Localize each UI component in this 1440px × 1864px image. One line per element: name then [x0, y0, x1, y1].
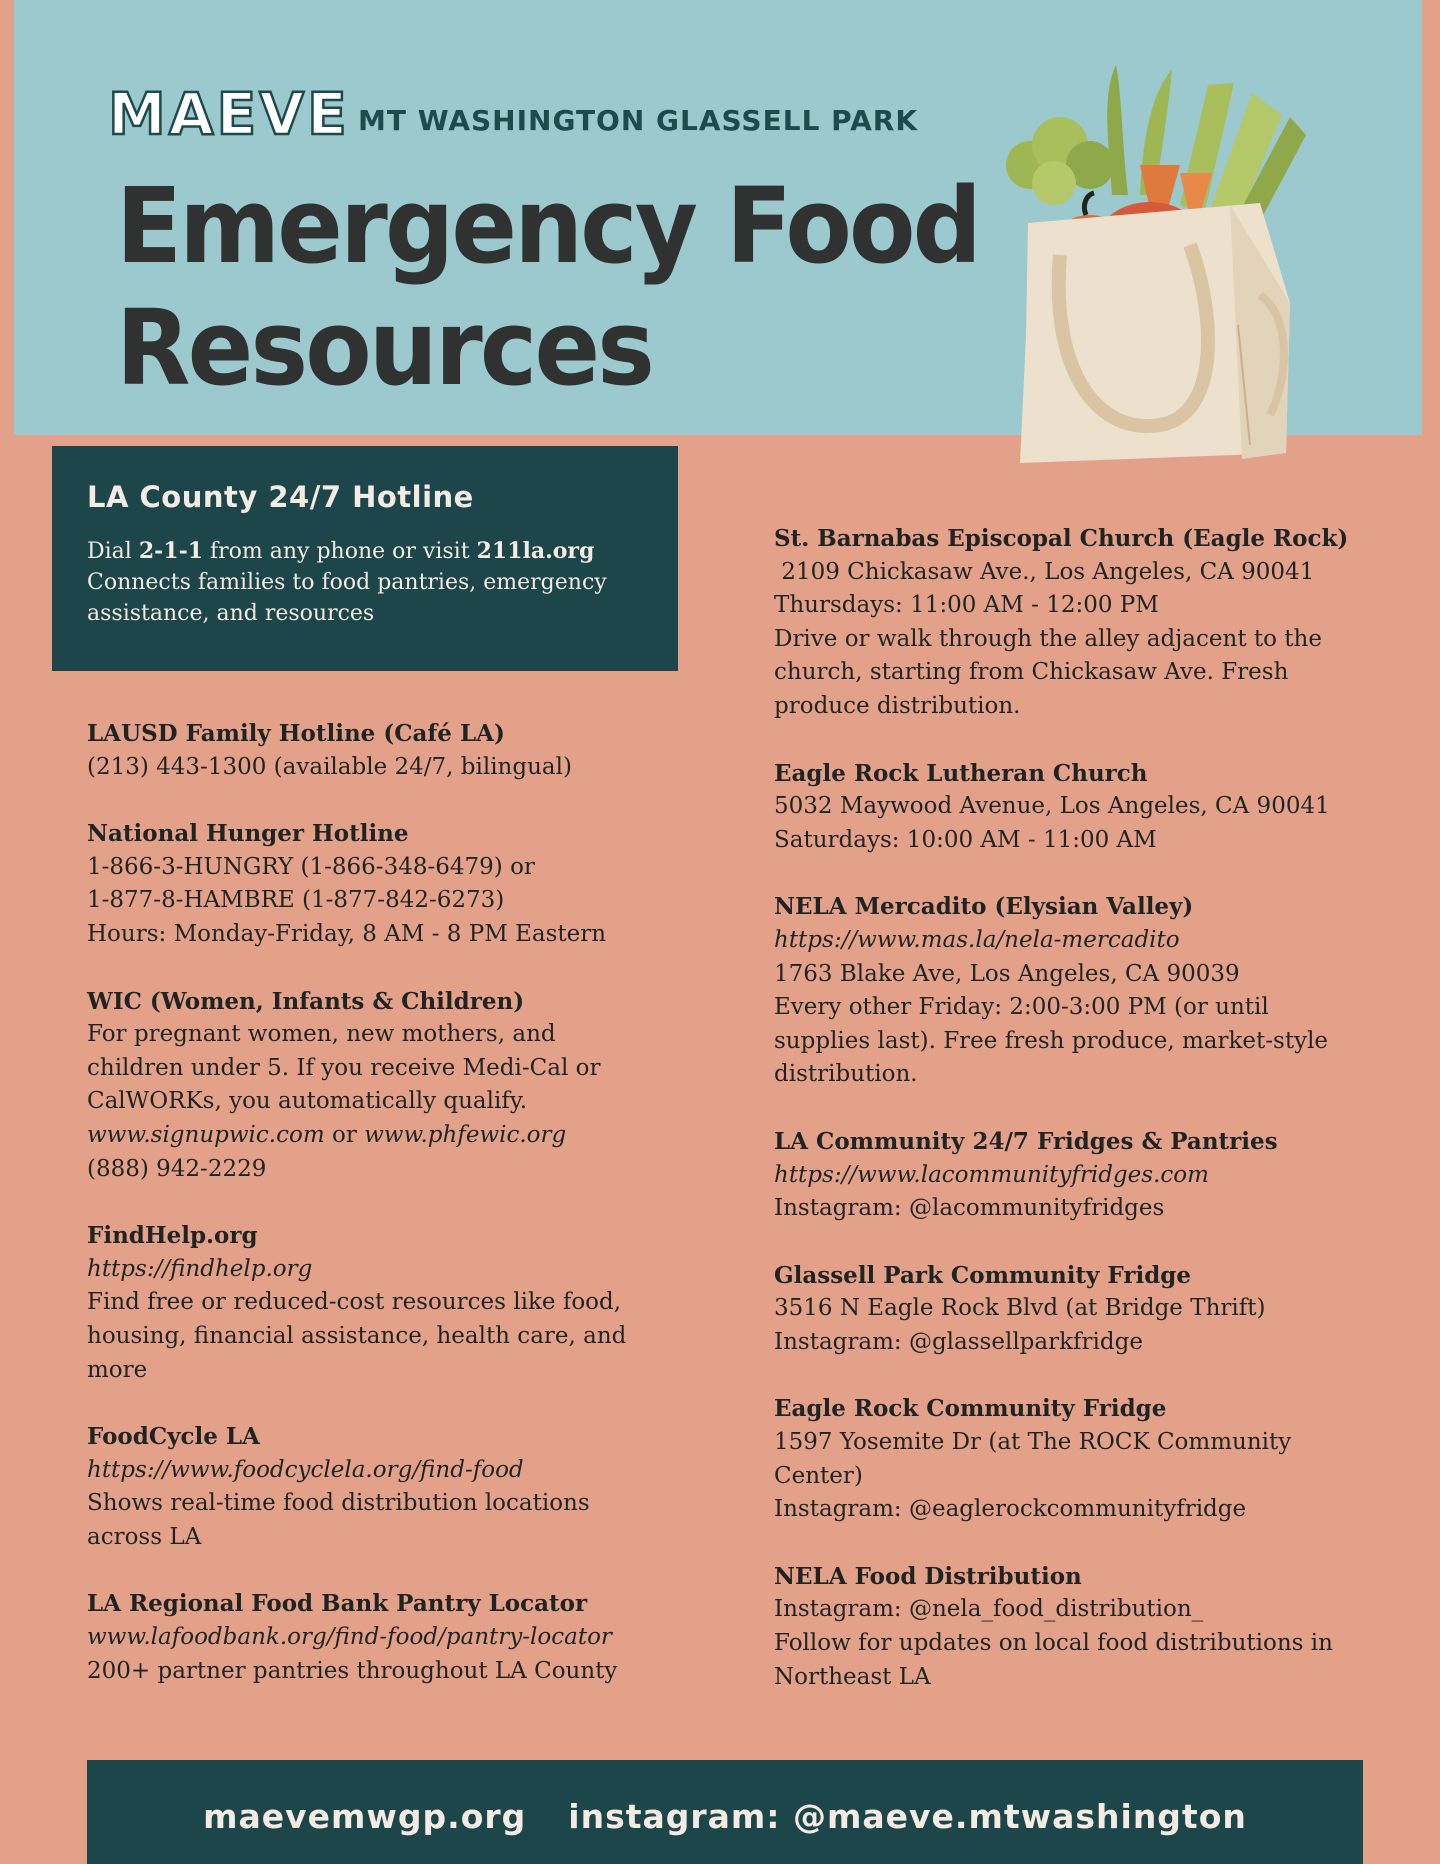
resource-phone: 1-866-3-HUNGRY (1-866-348-6479) or — [87, 853, 535, 880]
resource-title: Eagle Rock Lutheran Church — [774, 759, 1148, 787]
resource-description: Follow for updates on local food distributions in Northeast LA — [774, 1630, 1333, 1690]
resource-phone: 1-877-8-HAMBRE (1-877-842-6273) — [87, 887, 505, 914]
resource-instagram: Instagram: @lacommunityfridges — [774, 1195, 1165, 1222]
resource-title: LAUSD Family Hotline (Café LA) — [87, 720, 505, 747]
brand-logo: MAEVE — [108, 80, 350, 148]
resource-findhelp — [87, 1219, 647, 1387]
hotline-dial-prefix: Dial — [87, 539, 139, 564]
neighborhood-label: MT WASHINGTON GLASSELL PARK — [358, 104, 919, 137]
resource-link[interactable]: www.lafoodbank.org/find-food/pantry-locator — [87, 1624, 612, 1651]
page-title — [116, 165, 1044, 409]
resource-hours: Saturdays: 10:00 AM - 11:00 AM — [774, 826, 1157, 853]
resource-st-barnabas — [774, 522, 1364, 724]
hotline-title: LA County 24/7 Hotline — [87, 480, 474, 514]
resource-national-hunger-hotline — [87, 817, 647, 951]
resource-glassell-park-fridge — [774, 1259, 1364, 1360]
resource-or: or — [324, 1121, 365, 1148]
resource-link[interactable]: https://www.lacommunityfridges.com — [774, 1161, 1209, 1188]
hotline-number[interactable]: 2-1-1 — [138, 538, 204, 564]
footer-website-link[interactable]: maevemwgp.org — [203, 1796, 527, 1836]
resource-link[interactable]: https://www.mas.la/nela-mercadito — [774, 926, 1180, 953]
resource-title: NELA Mercadito (Elysian Valley) — [774, 893, 1194, 921]
resource-eagle-rock-lutheran — [774, 757, 1364, 858]
resource-title: Glassell Park Community Fridge — [774, 1261, 1192, 1289]
resource-description: Shows real-time food distribution locations across LA — [87, 1490, 590, 1550]
resource-instagram: Instagram: @eaglerockcommunityfridge — [774, 1496, 1247, 1523]
resource-community-fridges — [774, 1125, 1364, 1226]
resource-wic — [87, 985, 647, 1187]
resource-link[interactable]: https://findhelp.org — [87, 1255, 313, 1282]
resource-nela-mercadito — [774, 890, 1364, 1092]
page-title-line2: Resources — [116, 287, 653, 409]
resource-hours: Hours: Monday-Friday, 8 AM - 8 PM Eastern — [87, 920, 607, 947]
resource-title: Eagle Rock Community Fridge — [774, 1395, 1167, 1423]
resource-link[interactable]: https://www.foodcyclela.org/find-food — [87, 1456, 524, 1483]
resource-title: FoodCycle LA — [87, 1423, 260, 1451]
resource-description: 200+ partner pantries throughout LA County — [87, 1657, 618, 1684]
resource-phone: (888) 942-2229 — [87, 1155, 267, 1182]
resource-title: WIC (Women, Infants & Children) — [87, 987, 525, 1015]
resource-title: NELA Food Distribution — [774, 1562, 1082, 1590]
resource-address: 2109 Chickasaw Ave., Los Angeles, CA 90041 — [774, 558, 1315, 585]
wic-phfe-link[interactable]: www.phfewic.org — [364, 1121, 567, 1148]
right-resource-column — [774, 522, 1364, 1727]
wic-signup-link[interactable]: www.signupwic.com — [87, 1121, 325, 1148]
page-title-line1: Emergency Food — [116, 165, 980, 287]
resource-instagram: Instagram: @glassellparkfridge — [774, 1328, 1143, 1355]
la-county-hotline-box — [52, 446, 678, 671]
footer-bar — [87, 1760, 1363, 1864]
resource-links — [87, 1119, 647, 1153]
hotline-dial-middle: from any phone or visit — [203, 539, 477, 564]
resource-address: 3516 N Eagle Rock Blvd (at Bridge Thrift) — [774, 1295, 1266, 1322]
grocery-bag-icon — [990, 55, 1330, 495]
hotline-website-link[interactable]: 211la.org — [476, 538, 595, 564]
resource-title: LA Regional Food Bank Pantry Locator — [87, 1590, 588, 1618]
footer-instagram-link[interactable]: instagram: @maeve.mtwashington — [568, 1796, 1247, 1836]
resource-address: 1763 Blake Ave, Los Angeles, CA 90039 — [774, 960, 1240, 987]
resource-foodcycle — [87, 1420, 647, 1554]
resource-description: Every other Friday: 2:00-3:00 PM (or until supplies last). Free fresh produce, market-style distribution. — [774, 994, 1329, 1088]
resource-hours: Thursdays: 11:00 AM - 12:00 PM — [774, 592, 1159, 619]
resource-food-bank — [87, 1587, 647, 1688]
resource-phone: (213) 443-1300 (available 24/7, bilingual) — [87, 753, 572, 780]
resource-title: St. Barnabas Episcopal Church (Eagle Rock) — [774, 525, 1349, 552]
resource-description: For pregnant women, new mothers, and children under 5. If you receive Medi-Cal or CalWORKs, you automatically qualify. — [87, 1021, 601, 1115]
left-resource-column — [87, 717, 647, 1721]
resource-instagram: Instagram: @nela_food_distribution_ — [774, 1596, 1204, 1623]
resource-address: 5032 Maywood Avenue, Los Angeles, CA 90041 — [774, 793, 1330, 820]
resource-description: Find free or reduced-cost resources like food, housing, financial assistance, health care, and more — [87, 1289, 627, 1383]
resource-eagle-rock-fridge — [774, 1392, 1364, 1526]
hotline-text — [87, 536, 644, 629]
resource-nela-food-distribution — [774, 1560, 1364, 1694]
resource-lausd-hotline — [87, 717, 647, 784]
resource-title: National Hunger Hotline — [87, 820, 409, 848]
resource-title: FindHelp.org — [87, 1222, 258, 1250]
resource-address: 1597 Yosemite Dr (at The ROCK Community Center) — [774, 1429, 1292, 1489]
resource-description: Drive or walk through the alley adjacent to the church, starting from Chickasaw Ave. Fresh produce distribution. — [774, 625, 1322, 719]
resource-title: LA Community 24/7 Fridges & Pantries — [774, 1127, 1278, 1155]
hotline-description: Connects families to food pantries, emergency assistance, and resources — [87, 570, 607, 626]
